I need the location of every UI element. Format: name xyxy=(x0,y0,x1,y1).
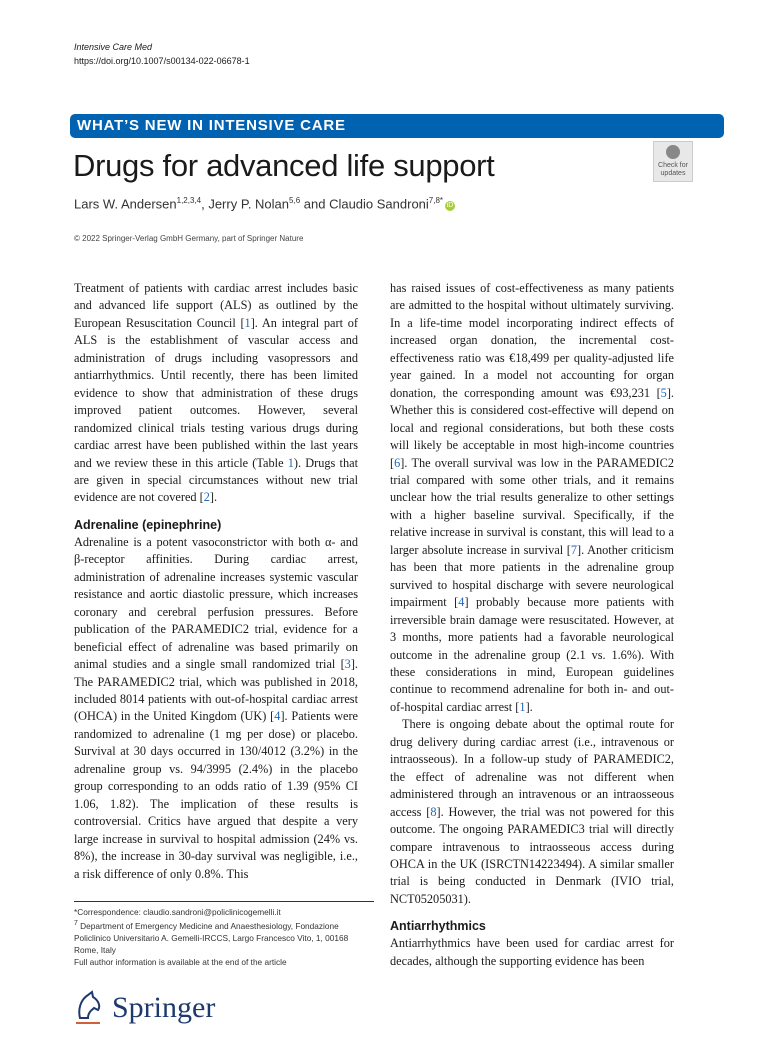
reference-link[interactable]: 1 xyxy=(287,455,294,470)
reference-link[interactable]: 5 xyxy=(660,385,667,400)
reference-link[interactable]: 7 xyxy=(570,542,578,557)
text-run: ]. However, the trial was not powered for this outcome. The ongoing PARAMEDIC3 trial will directly compare intravenous to intraosseous access during OHCA in the UK (ISRCTN14223494). A similar smaller trial is being conducted in Denmark (IVIO trial, NCT05205031). xyxy=(390,804,674,906)
author-separator: and xyxy=(300,196,330,212)
body-paragraph xyxy=(390,280,674,716)
author-name: Jerry P. Nolan xyxy=(208,196,290,212)
text-run: Antiarrhythmics have been used for cardiac arrest for decades, although the supporting evidence has been xyxy=(390,936,674,968)
text-run: ]. The PARAMEDIC2 trial, which was published in 2018, included 8014 patients with out-of-hospital cardiac arrest (OHCA) in the United Kingdom (UK) [ xyxy=(74,657,358,724)
author-affiliation-sup: 7,8* xyxy=(428,196,444,205)
springer-horse-icon xyxy=(74,990,104,1026)
full-author-info: Full author information is available at the end of the article xyxy=(74,956,287,967)
text-run: ]. Another criticism has been that more patients in the adrenaline group survived to hospital discharge with severe neurological impairment [ xyxy=(390,542,674,610)
text-run: ]. An integral part of ALS is the establishment of vascular access and administration of drugs including vasopressors and antiarrhythmics. Until recently, there has been limited evidence to show that administration of these drugs improved patient outcomes. However, several randomized clinical trials testing various drugs during cardiac arrest have been published within the last years and we review these in this article (Table xyxy=(74,315,358,470)
reference-link[interactable]: 8 xyxy=(430,804,437,819)
affiliation xyxy=(74,918,374,956)
text-run: ] probably because more patients with irreversible brain damage were resuscitated. However, at 3 months, more patients had a favorable neurological outcome in the adrenaline group (2.1 vs. 1.6%). With these considerations in mind, European guidelines continue to recommend adrenaline for both in- and out-of-hospital cardiac arrest [ xyxy=(390,595,675,714)
correspondence: *Correspondence: claudio.sandroni@policlinicogemelli.it xyxy=(74,906,281,917)
reference-link[interactable]: 3 xyxy=(344,657,351,672)
section-heading: Adrenaline (epinephrine) xyxy=(74,517,222,532)
affiliation-text: Department of Emergency Medicine and Anaesthesiology, Fondazione Policlinico Universitario A. Gemelli-IRCCS, Largo Francesco Vito, 1, 00168 Rome, Italy xyxy=(74,920,349,955)
text-run: ). Drugs that are given in special circumstances without new trial evidence are not covered [ xyxy=(74,455,358,505)
section-heading: Antiarrhythmics xyxy=(390,919,486,934)
body-paragraph xyxy=(390,716,674,908)
author-list xyxy=(74,196,455,211)
springer-logo xyxy=(74,990,358,1046)
text-run: ]. xyxy=(525,699,533,714)
body-paragraph xyxy=(390,935,674,970)
author-affiliation-sup: 1,2,3,4 xyxy=(176,196,202,205)
check-updates-line2: updates xyxy=(660,170,686,177)
right-flow xyxy=(390,280,674,970)
reference-link[interactable]: 6 xyxy=(394,455,401,470)
body-paragraph xyxy=(74,534,358,883)
text-run: ]. Whether this is considered cost-effective will depend on local and regional considerations, but both these costs will likely be acceptable in most high-income countries [ xyxy=(390,385,674,470)
body-paragraph xyxy=(74,280,358,507)
left-column xyxy=(74,280,358,883)
text-run: has raised issues of cost-effectiveness as many patients are admitted to the hospital without ultimately surviving. In a life-time model incorporating indirect effects of increased organ donation, the incremental cost-effectiveness ratio was €18,499 per quality-adjusted life year gained. In a model not accounting for organ donation, the corresponding amount was €93,231 [ xyxy=(390,281,674,400)
affiliation-sup: 7 xyxy=(74,919,78,927)
text-run: Adrenaline is a potent vasoconstrictor with both α- and β-receptor affinities. During cardiac arrest, administration of adrenaline increases systemic vascular resistance and aortic diastolic pressure, which increases coronary and cerebral perfusion pressures. Before publication of the PARAMEDIC2 trial, evidence for a beneficial effect of adrenaline was based primarily on animal studies and a single small randomized trial [ xyxy=(74,534,358,672)
text-run: ]. The overall survival was low in the PARAMEDIC2 trial compared with some other trials, and it remains unclear how the trial results generalize to other settings with a higher baseline survival. Specifically, if the relative increase in survival is constant, this will lead to a larger absolute increase in survival [ xyxy=(390,455,674,557)
doi-link[interactable]: https://doi.org/10.1007/s00134-022-06678-1 xyxy=(74,56,250,66)
reference-link[interactable]: 1 xyxy=(244,315,251,330)
article-title: Drugs for advanced life support xyxy=(73,148,495,183)
author-separator: , xyxy=(201,196,209,212)
reference-link[interactable]: 1 xyxy=(519,699,526,714)
section-banner: WHAT’S NEW IN INTENSIVE CARE xyxy=(70,114,724,138)
copyright: © 2022 Springer-Verlag GmbH Germany, part of Springer Nature xyxy=(74,234,304,243)
reference-link[interactable]: 4 xyxy=(274,709,281,724)
check-for-updates-button[interactable] xyxy=(653,141,693,182)
check-updates-line1: Check for xyxy=(658,162,688,169)
text-run: Treatment of patients with cardiac arrest includes basic and advanced life support (ALS) as outlined by the European Resuscitation Council [ xyxy=(74,281,358,330)
reference-link[interactable]: 4 xyxy=(458,595,465,610)
author-name: Lars W. Andersen xyxy=(74,196,177,212)
text-run: ]. Patients were randomized to adrenaline (1 mg per dose) or placebo. Survival at 30 days occurred in 130/4012 (3.2%) in the adrenaline group vs. 94/3995 (2.4%) in the placebo group corresponding to an odds ratio of 1.39 (95% CI 1.06, 1.82). The implication of these results is controversial. Critics have argued that despite a very large increase in survival to hospital admission (24% vs. 8%), the increase in 30-day survival was negligible, i.e., a risk difference of only 0.8%. This xyxy=(74,709,358,881)
journal-name: Intensive Care Med xyxy=(74,42,153,52)
right-column xyxy=(390,280,674,970)
footnote xyxy=(74,901,374,968)
reference-link[interactable]: 2 xyxy=(203,490,210,505)
orcid-icon[interactable]: iD xyxy=(446,202,454,210)
check-updates-icon xyxy=(666,145,680,159)
text-run: ]. xyxy=(209,490,218,505)
left-flow xyxy=(74,280,358,1046)
author-affiliation-sup: 5,6 xyxy=(289,196,301,205)
text-run: There is ongoing debate about the optimal route for drug delivery during cardiac arrest (i.e., intravenous or intraosseous). In a follow-up study of PARAMEDIC2, the effect of adrenaline was not different when administered through an intravenous or an intraosseous access [ xyxy=(390,717,674,819)
springer-wordmark: Springer xyxy=(112,990,216,1024)
author-name: Claudio Sandroni xyxy=(329,196,429,212)
